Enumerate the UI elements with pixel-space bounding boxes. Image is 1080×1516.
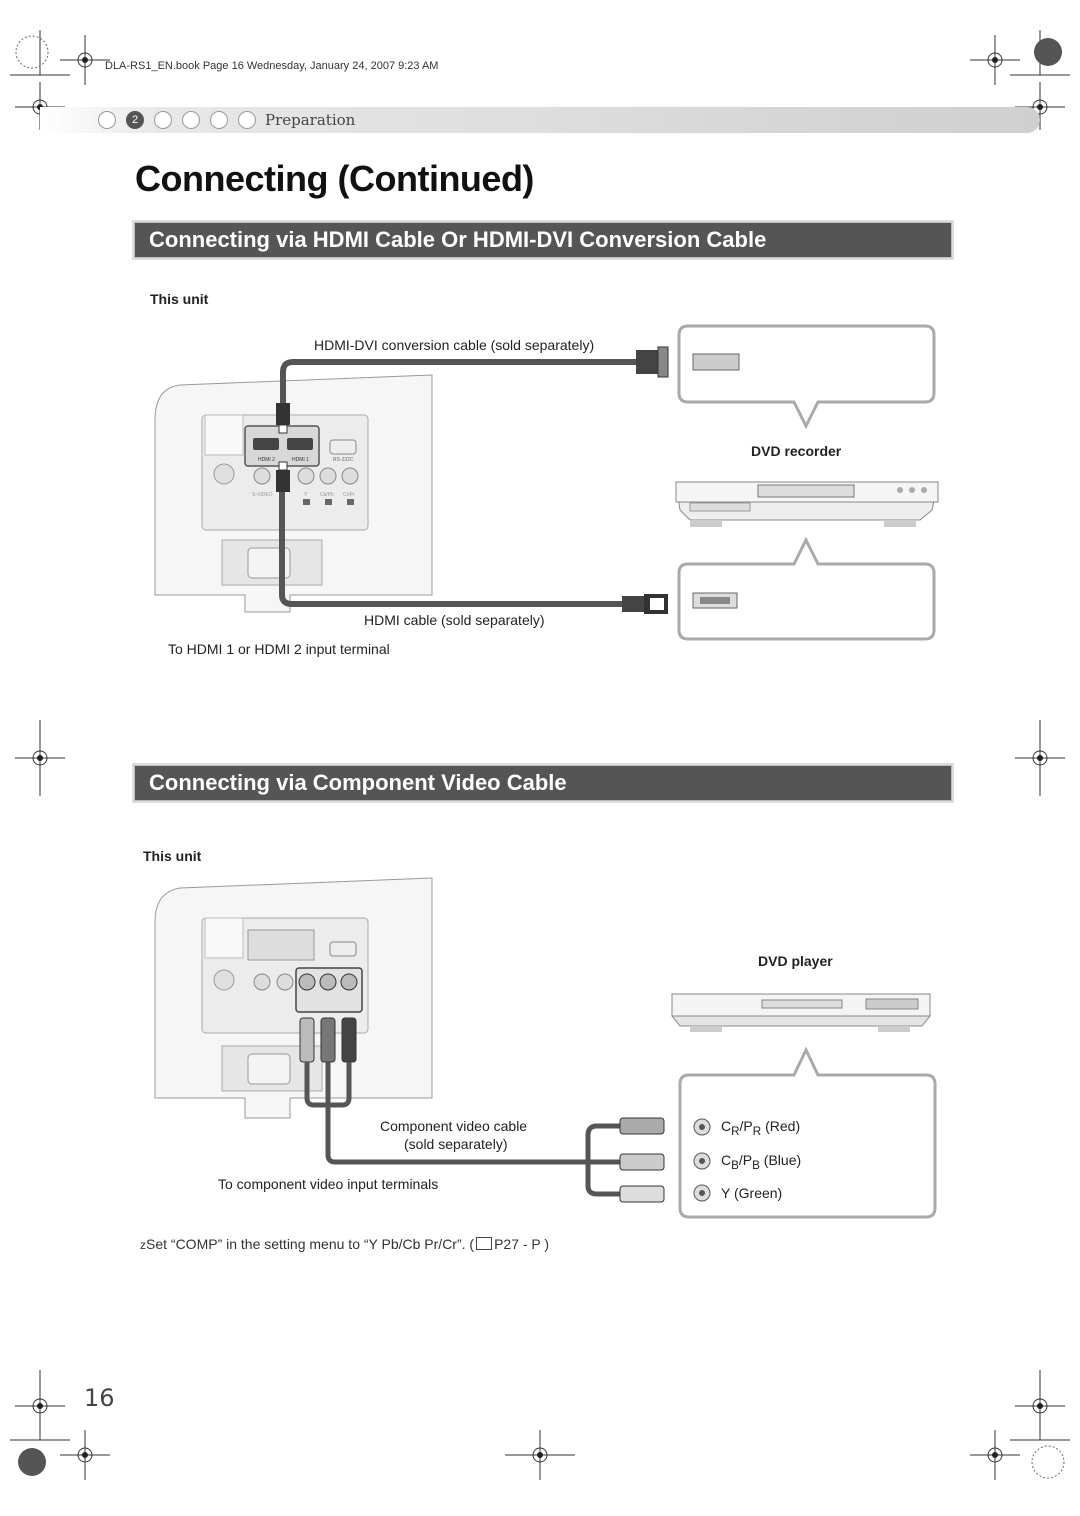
panel-label: HDMI 1 [292, 457, 309, 463]
section-heading-text: Connecting via Component Video Cable [149, 770, 567, 795]
panel-label: Cr/Pr [343, 492, 355, 498]
page-number: 16 [84, 1384, 115, 1412]
panel-label: RS-232C [333, 457, 354, 463]
chapter-label: Preparation [265, 111, 356, 129]
chapter-dot-active: 2 [126, 111, 144, 129]
section-heading-text: Connecting via HDMI Cable Or HDMI-DVI Conversion Cable [149, 227, 767, 252]
panel-label: S-VIDEO [252, 492, 273, 498]
page-reference: P27 - P [494, 1236, 541, 1252]
hdmi-input-note: To HDMI 1 or HDMI 2 input terminal [168, 641, 390, 657]
component-plugs [300, 1018, 356, 1062]
dvd-player-illustration [672, 994, 930, 1032]
rca-plug-blue [620, 1154, 664, 1170]
this-unit-label: This unit [150, 291, 209, 307]
panel-label: Cb/Pb [320, 492, 334, 498]
terminal-y: Y (Green) [721, 1185, 783, 1201]
book-file-header: DLA-RS1_EN.book Page 16 Wednesday, January 24, 2007 9:23 AM [105, 60, 439, 72]
panel-label: Y [304, 492, 308, 498]
rca-plug-green [620, 1186, 664, 1202]
setup-footnote: zSet “COMP” in the setting menu to “Y Pb/Cb Pr/Cr”. ( P27 - P ) [140, 1236, 550, 1252]
dvd-recorder-label: DVD recorder [751, 443, 842, 459]
this-unit-label: This unit [143, 848, 202, 864]
component-cable-label-2: (sold separately) [404, 1136, 508, 1152]
component-terminal-callout [680, 1050, 935, 1217]
dvi-cable-label: HDMI-DVI conversion cable (sold separately) [314, 337, 595, 353]
component-input-note: To component video input terminals [218, 1176, 439, 1192]
hdmi-cable-label: HDMI cable (sold separately) [364, 612, 545, 628]
terminal-cb-pb: $C_B/P_B$ (Blue) [721, 1152, 802, 1172]
panel-label: HDMI 2 [258, 457, 275, 463]
page-title: Connecting (Continued) [135, 158, 534, 199]
terminal-cr-pr: $C_R/P_R$ (Red) [721, 1118, 801, 1138]
footnote-text: Set “COMP” in the setting menu to “Y Pb/Cb Pr/Cr”. ( [146, 1236, 475, 1252]
rca-plug-red [620, 1118, 664, 1134]
book-icon [476, 1237, 492, 1250]
projector-rear-illustration [155, 878, 432, 1118]
dvd-player-label: DVD player [758, 953, 833, 969]
bullet-marker: z [140, 1238, 146, 1252]
component-cable-label: Component video cable [380, 1118, 528, 1134]
